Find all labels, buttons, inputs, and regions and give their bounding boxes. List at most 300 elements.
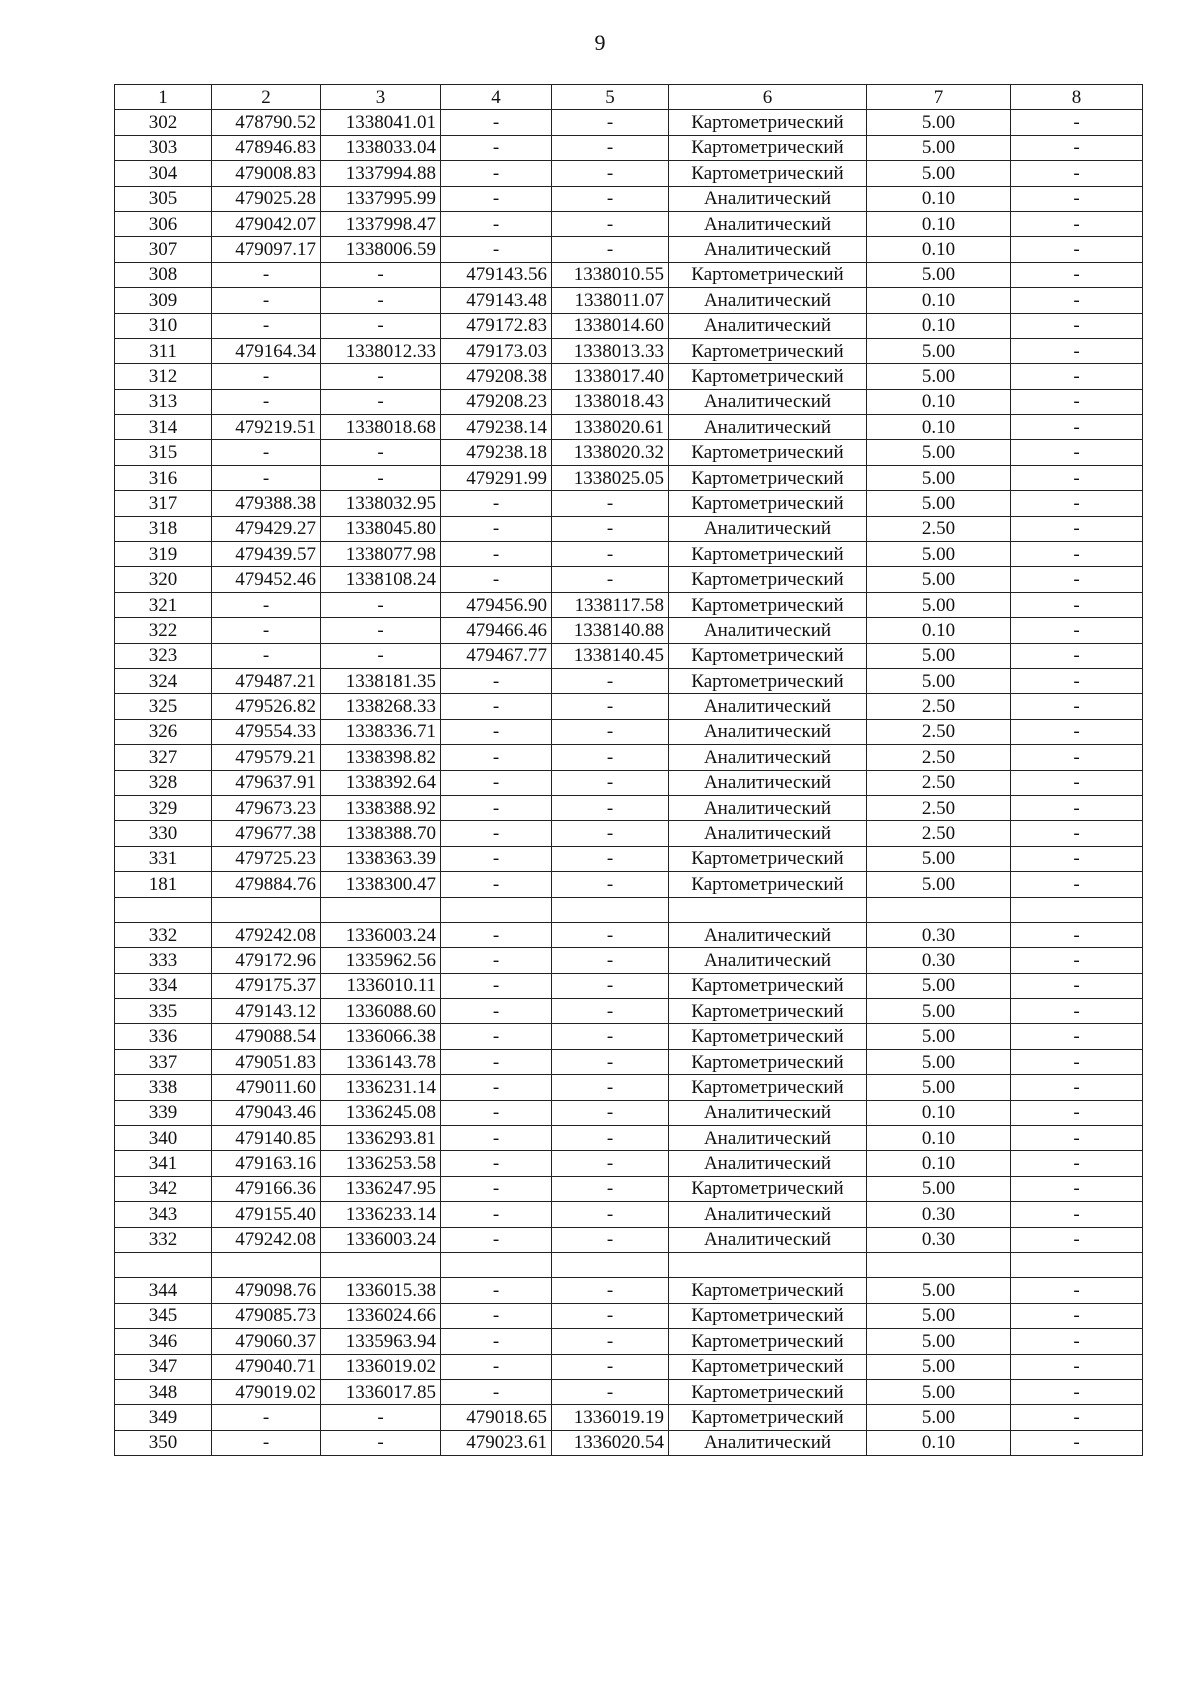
table-row [115,973,1143,998]
table-cell: 5.00 [867,1303,1011,1328]
table-cell: 0.10 [867,211,1011,236]
table-cell: - [1011,795,1143,820]
table-cell: - [212,592,321,617]
table-cell: 314 [115,415,212,440]
table-cell: 311 [115,338,212,363]
table-cell: - [552,1024,669,1049]
table-cell: 1335963.94 [321,1329,441,1354]
table-cell: - [212,643,321,668]
table-cell: 1337994.88 [321,161,441,186]
table-cell: - [441,211,552,236]
table-cell: Аналитический [669,922,867,947]
table-row [115,110,1143,135]
table-cell: - [552,719,669,744]
table-cell [321,897,441,922]
table-cell: 479051.83 [212,1049,321,1074]
table-cell: - [552,973,669,998]
table-cell: - [1011,161,1143,186]
table-cell: 479219.51 [212,415,321,440]
table-cell: - [321,643,441,668]
table-cell: - [1011,440,1143,465]
table-cell: - [1011,770,1143,795]
table-cell: 1336019.02 [321,1354,441,1379]
table-cell: - [441,1049,552,1074]
table-cell: 1336017.85 [321,1379,441,1404]
table-cell: - [1011,186,1143,211]
table-cell: - [441,973,552,998]
table-row [115,922,1143,947]
table-cell: Картометрический [669,1049,867,1074]
table-cell: Аналитический [669,948,867,973]
table-row [115,1303,1143,1328]
table-cell: 479098.76 [212,1278,321,1303]
table-cell: - [212,618,321,643]
table-cell: Картометрический [669,846,867,871]
table-cell: 1338388.70 [321,821,441,846]
table-cell: - [1011,211,1143,236]
table-cell: - [441,237,552,262]
table-cell: 1338077.98 [321,542,441,567]
table-cell: 479554.33 [212,719,321,744]
table-cell: - [1011,516,1143,541]
table-row [115,694,1143,719]
table-cell: 312 [115,364,212,389]
table-cell: - [441,1278,552,1303]
table-cell: 303 [115,135,212,160]
table-cell: - [212,313,321,338]
table-cell: 1338300.47 [321,872,441,897]
table-cell: 479208.38 [441,364,552,389]
table-cell: 342 [115,1176,212,1201]
table-cell: 1338181.35 [321,668,441,693]
separator-row [115,897,1143,922]
table-cell: - [1011,922,1143,947]
table-cell: 479172.83 [441,313,552,338]
table-cell: - [1011,1329,1143,1354]
table-cell: 1336010.11 [321,973,441,998]
table-cell: Аналитический [669,795,867,820]
table-cell: 479166.36 [212,1176,321,1201]
table-cell: - [1011,999,1143,1024]
table-cell: 348 [115,1379,212,1404]
table-cell: 479040.71 [212,1354,321,1379]
table-cell: 1338017.40 [552,364,669,389]
table-cell: - [441,795,552,820]
table-cell: - [321,618,441,643]
table-cell: 324 [115,668,212,693]
table-row [115,821,1143,846]
table-cell [115,1252,212,1277]
table-cell: Картометрический [669,364,867,389]
table-cell: - [1011,1303,1143,1328]
table-cell: - [1011,364,1143,389]
table-cell: Аналитический [669,770,867,795]
table-cell: 1336066.38 [321,1024,441,1049]
table-cell: - [441,542,552,567]
table-cell: Аналитический [669,694,867,719]
table-cell: - [212,364,321,389]
table-cell: Аналитический [669,1227,867,1252]
table-cell: - [441,1151,552,1176]
table-cell: 479677.38 [212,821,321,846]
table-cell: 479143.48 [441,288,552,313]
table-cell: Картометрический [669,567,867,592]
table-cell: 1336253.58 [321,1151,441,1176]
table-cell: 5.00 [867,440,1011,465]
table-row [115,415,1143,440]
table-cell: - [212,288,321,313]
table-cell: - [1011,313,1143,338]
table-cell: 1338392.64 [321,770,441,795]
table-cell: 5.00 [867,846,1011,871]
table-cell: 347 [115,1354,212,1379]
table-cell: 1338010.55 [552,262,669,287]
table-cell [212,897,321,922]
table-cell: 2.50 [867,694,1011,719]
table-cell: - [321,262,441,287]
table-cell: 1338108.24 [321,567,441,592]
table-cell: - [552,1227,669,1252]
table-row [115,1278,1143,1303]
table-cell: 1338020.61 [552,415,669,440]
table-cell: - [441,1100,552,1125]
table-cell: 310 [115,313,212,338]
table-cell: Картометрический [669,1329,867,1354]
table-cell: - [552,1379,669,1404]
table-cell: - [212,465,321,490]
table-cell: 5.00 [867,999,1011,1024]
table-row [115,237,1143,262]
table-cell: 479238.18 [441,440,552,465]
table-row [115,161,1143,186]
table-row [115,1126,1143,1151]
table-cell: 2.50 [867,719,1011,744]
table-cell: Картометрический [669,1024,867,1049]
table-cell: 2.50 [867,516,1011,541]
table-cell: 5.00 [867,110,1011,135]
table-cell: 479673.23 [212,795,321,820]
table-cell: - [1011,1049,1143,1074]
table-cell: 0.10 [867,618,1011,643]
table-cell: - [1011,1278,1143,1303]
table-cell: 479173.03 [441,338,552,363]
table-cell: - [1011,846,1143,871]
table-cell: - [552,1329,669,1354]
table-cell: - [1011,1202,1143,1227]
table-cell: 5.00 [867,135,1011,160]
table-cell: Картометрический [669,1176,867,1201]
table-cell: - [552,542,669,567]
table-cell: 479097.17 [212,237,321,262]
table-cell: 1336247.95 [321,1176,441,1201]
table-cell: - [441,1126,552,1151]
table-cell: 0.10 [867,389,1011,414]
table-cell: - [1011,389,1143,414]
table-cell: 0.10 [867,237,1011,262]
table-cell: 1336019.19 [552,1405,669,1430]
table-cell: 0.30 [867,948,1011,973]
table-cell: - [1011,415,1143,440]
table-cell: - [552,135,669,160]
table-cell: 1336003.24 [321,1227,441,1252]
table-row [115,1379,1143,1404]
table-cell: - [1011,1151,1143,1176]
table-cell: - [321,364,441,389]
table-cell: 1338013.33 [552,338,669,363]
table-cell: 5.00 [867,872,1011,897]
table-cell: 5.00 [867,643,1011,668]
table-cell: 1337998.47 [321,211,441,236]
table-cell: - [441,1329,552,1354]
table-cell: - [212,440,321,465]
table-cell: - [1011,1075,1143,1100]
table-row [115,465,1143,490]
table-cell: 479023.61 [441,1430,552,1455]
table-cell: - [441,694,552,719]
table-cell: Картометрический [669,872,867,897]
table-cell [441,1252,552,1277]
table-row [115,719,1143,744]
table-cell: - [1011,948,1143,973]
table-row [115,1405,1143,1430]
table-cell: - [1011,1354,1143,1379]
table-cell: - [1011,618,1143,643]
table-cell: 479164.34 [212,338,321,363]
table-cell: 5.00 [867,1176,1011,1201]
table-cell: - [1011,1024,1143,1049]
table-cell: 305 [115,186,212,211]
table-cell: - [1011,1379,1143,1404]
table-cell: Картометрический [669,999,867,1024]
table-cell: Картометрический [669,491,867,516]
table-cell: - [441,846,552,871]
separator-row [115,1252,1143,1277]
table-cell: 479140.85 [212,1126,321,1151]
table-row [115,1227,1143,1252]
table-cell: Аналитический [669,1202,867,1227]
table-cell: 1336231.14 [321,1075,441,1100]
table-cell: - [321,288,441,313]
table-row [115,1202,1143,1227]
table-cell: - [441,567,552,592]
table-cell: 0.10 [867,1151,1011,1176]
table-cell: 1336233.14 [321,1202,441,1227]
table-cell: 345 [115,1303,212,1328]
table-cell: 5.00 [867,1024,1011,1049]
table-cell: 1338388.92 [321,795,441,820]
table-cell: 479143.12 [212,999,321,1024]
table-cell: - [552,211,669,236]
table-cell: - [1011,1126,1143,1151]
table-cell: Аналитический [669,211,867,236]
table-cell: - [441,745,552,770]
table-cell: Картометрический [669,1075,867,1100]
table-cell: 332 [115,922,212,947]
table-cell: - [321,1430,441,1455]
table-cell: 5.00 [867,1075,1011,1100]
table-cell: - [1011,719,1143,744]
table-row [115,1430,1143,1455]
table-cell: 479019.02 [212,1379,321,1404]
table-cell: 1338032.95 [321,491,441,516]
table-cell: Картометрический [669,668,867,693]
table-cell: - [552,999,669,1024]
table-cell [115,897,212,922]
table-cell: - [1011,745,1143,770]
table-cell: 1338025.05 [552,465,669,490]
table-cell: 302 [115,110,212,135]
table-cell [867,1252,1011,1277]
table-cell: 5.00 [867,1379,1011,1404]
table-cell: - [1011,1405,1143,1430]
table-cell: 1336015.38 [321,1278,441,1303]
table-cell: - [552,694,669,719]
header-row [115,85,1143,110]
table-cell: - [1011,1100,1143,1125]
table-cell: - [321,389,441,414]
table-cell: Картометрический [669,262,867,287]
table-cell: Картометрический [669,338,867,363]
table-cell: Картометрический [669,1405,867,1430]
table-cell: 1338011.07 [552,288,669,313]
table-cell: - [441,161,552,186]
table-cell: 479172.96 [212,948,321,973]
table-cell: 5.00 [867,1278,1011,1303]
table-cell: 5.00 [867,567,1011,592]
table-cell: 325 [115,694,212,719]
table-cell: Аналитический [669,1126,867,1151]
table-cell: 350 [115,1430,212,1455]
table-row [115,846,1143,871]
table-cell: 1338140.88 [552,618,669,643]
table-cell: - [1011,237,1143,262]
table-cell: - [321,313,441,338]
table-cell: - [552,567,669,592]
table-cell: - [1011,973,1143,998]
table-cell: Картометрический [669,440,867,465]
table-cell: 479487.21 [212,668,321,693]
table-cell: - [1011,694,1143,719]
header-cell: 6 [669,85,867,110]
table-row [115,440,1143,465]
table-cell: - [321,1405,441,1430]
table-cell: - [552,922,669,947]
table-cell: 0.10 [867,313,1011,338]
table-cell: 479242.08 [212,1227,321,1252]
table-cell: Картометрический [669,1303,867,1328]
table-cell: 334 [115,973,212,998]
table-cell: - [441,999,552,1024]
table-cell: 2.50 [867,821,1011,846]
table-cell: 0.10 [867,186,1011,211]
table-cell: - [441,1202,552,1227]
table-body [115,85,1143,1456]
table-cell: Аналитический [669,313,867,338]
table-cell: 306 [115,211,212,236]
table-cell: 1338012.33 [321,338,441,363]
table-cell: 479025.28 [212,186,321,211]
table-cell: 1338018.43 [552,389,669,414]
table-cell: 315 [115,440,212,465]
table-cell: - [552,110,669,135]
table-cell: 337 [115,1049,212,1074]
table-cell: Аналитический [669,1151,867,1176]
table-cell: 1338018.68 [321,415,441,440]
table-cell: 340 [115,1126,212,1151]
table-cell: 479011.60 [212,1075,321,1100]
table-cell: 478946.83 [212,135,321,160]
table-cell: - [552,491,669,516]
table-cell: 1338363.39 [321,846,441,871]
table-cell: 1338268.33 [321,694,441,719]
table-cell: 5.00 [867,465,1011,490]
table-cell: - [1011,668,1143,693]
table-cell: 1338398.82 [321,745,441,770]
table-cell: - [552,161,669,186]
table-cell: 335 [115,999,212,1024]
table-cell: 2.50 [867,770,1011,795]
table-cell: - [1011,338,1143,363]
table-cell: 479725.23 [212,846,321,871]
table-cell: 2.50 [867,745,1011,770]
header-cell: 2 [212,85,321,110]
table-cell: 339 [115,1100,212,1125]
table-row [115,1151,1143,1176]
table-cell: Аналитический [669,288,867,313]
table-cell: - [1011,262,1143,287]
header-cell: 8 [1011,85,1143,110]
table-cell: - [441,1176,552,1201]
table-cell: 341 [115,1151,212,1176]
table-cell: 346 [115,1329,212,1354]
table-cell: - [552,516,669,541]
table-row [115,668,1143,693]
table-cell: 1338033.04 [321,135,441,160]
table-cell: 5.00 [867,1329,1011,1354]
table-cell: 0.30 [867,922,1011,947]
table-cell: 1338140.45 [552,643,669,668]
table-cell: Аналитический [669,1100,867,1125]
table-row [115,745,1143,770]
table-cell [441,897,552,922]
table-cell: - [552,1049,669,1074]
table-cell: - [441,1024,552,1049]
table-cell: - [441,872,552,897]
table-cell: 479008.83 [212,161,321,186]
table-row [115,1176,1143,1201]
table-row [115,135,1143,160]
table-cell: 479043.46 [212,1100,321,1125]
table-cell: - [1011,592,1143,617]
table-row [115,288,1143,313]
table-row [115,999,1143,1024]
table-cell: 5.00 [867,1049,1011,1074]
table-cell: 1338336.71 [321,719,441,744]
table-cell: 479452.46 [212,567,321,592]
table-cell: 479526.82 [212,694,321,719]
table-cell: Картометрический [669,592,867,617]
table-cell: 479085.73 [212,1303,321,1328]
table-cell: Картометрический [669,1379,867,1404]
table-cell: - [552,770,669,795]
table-cell: 1338014.60 [552,313,669,338]
table-cell: Аналитический [669,745,867,770]
table-cell: - [552,795,669,820]
table-cell: 1336003.24 [321,922,441,947]
table-cell: 332 [115,1227,212,1252]
table-cell [552,897,669,922]
table-cell: Аналитический [669,516,867,541]
